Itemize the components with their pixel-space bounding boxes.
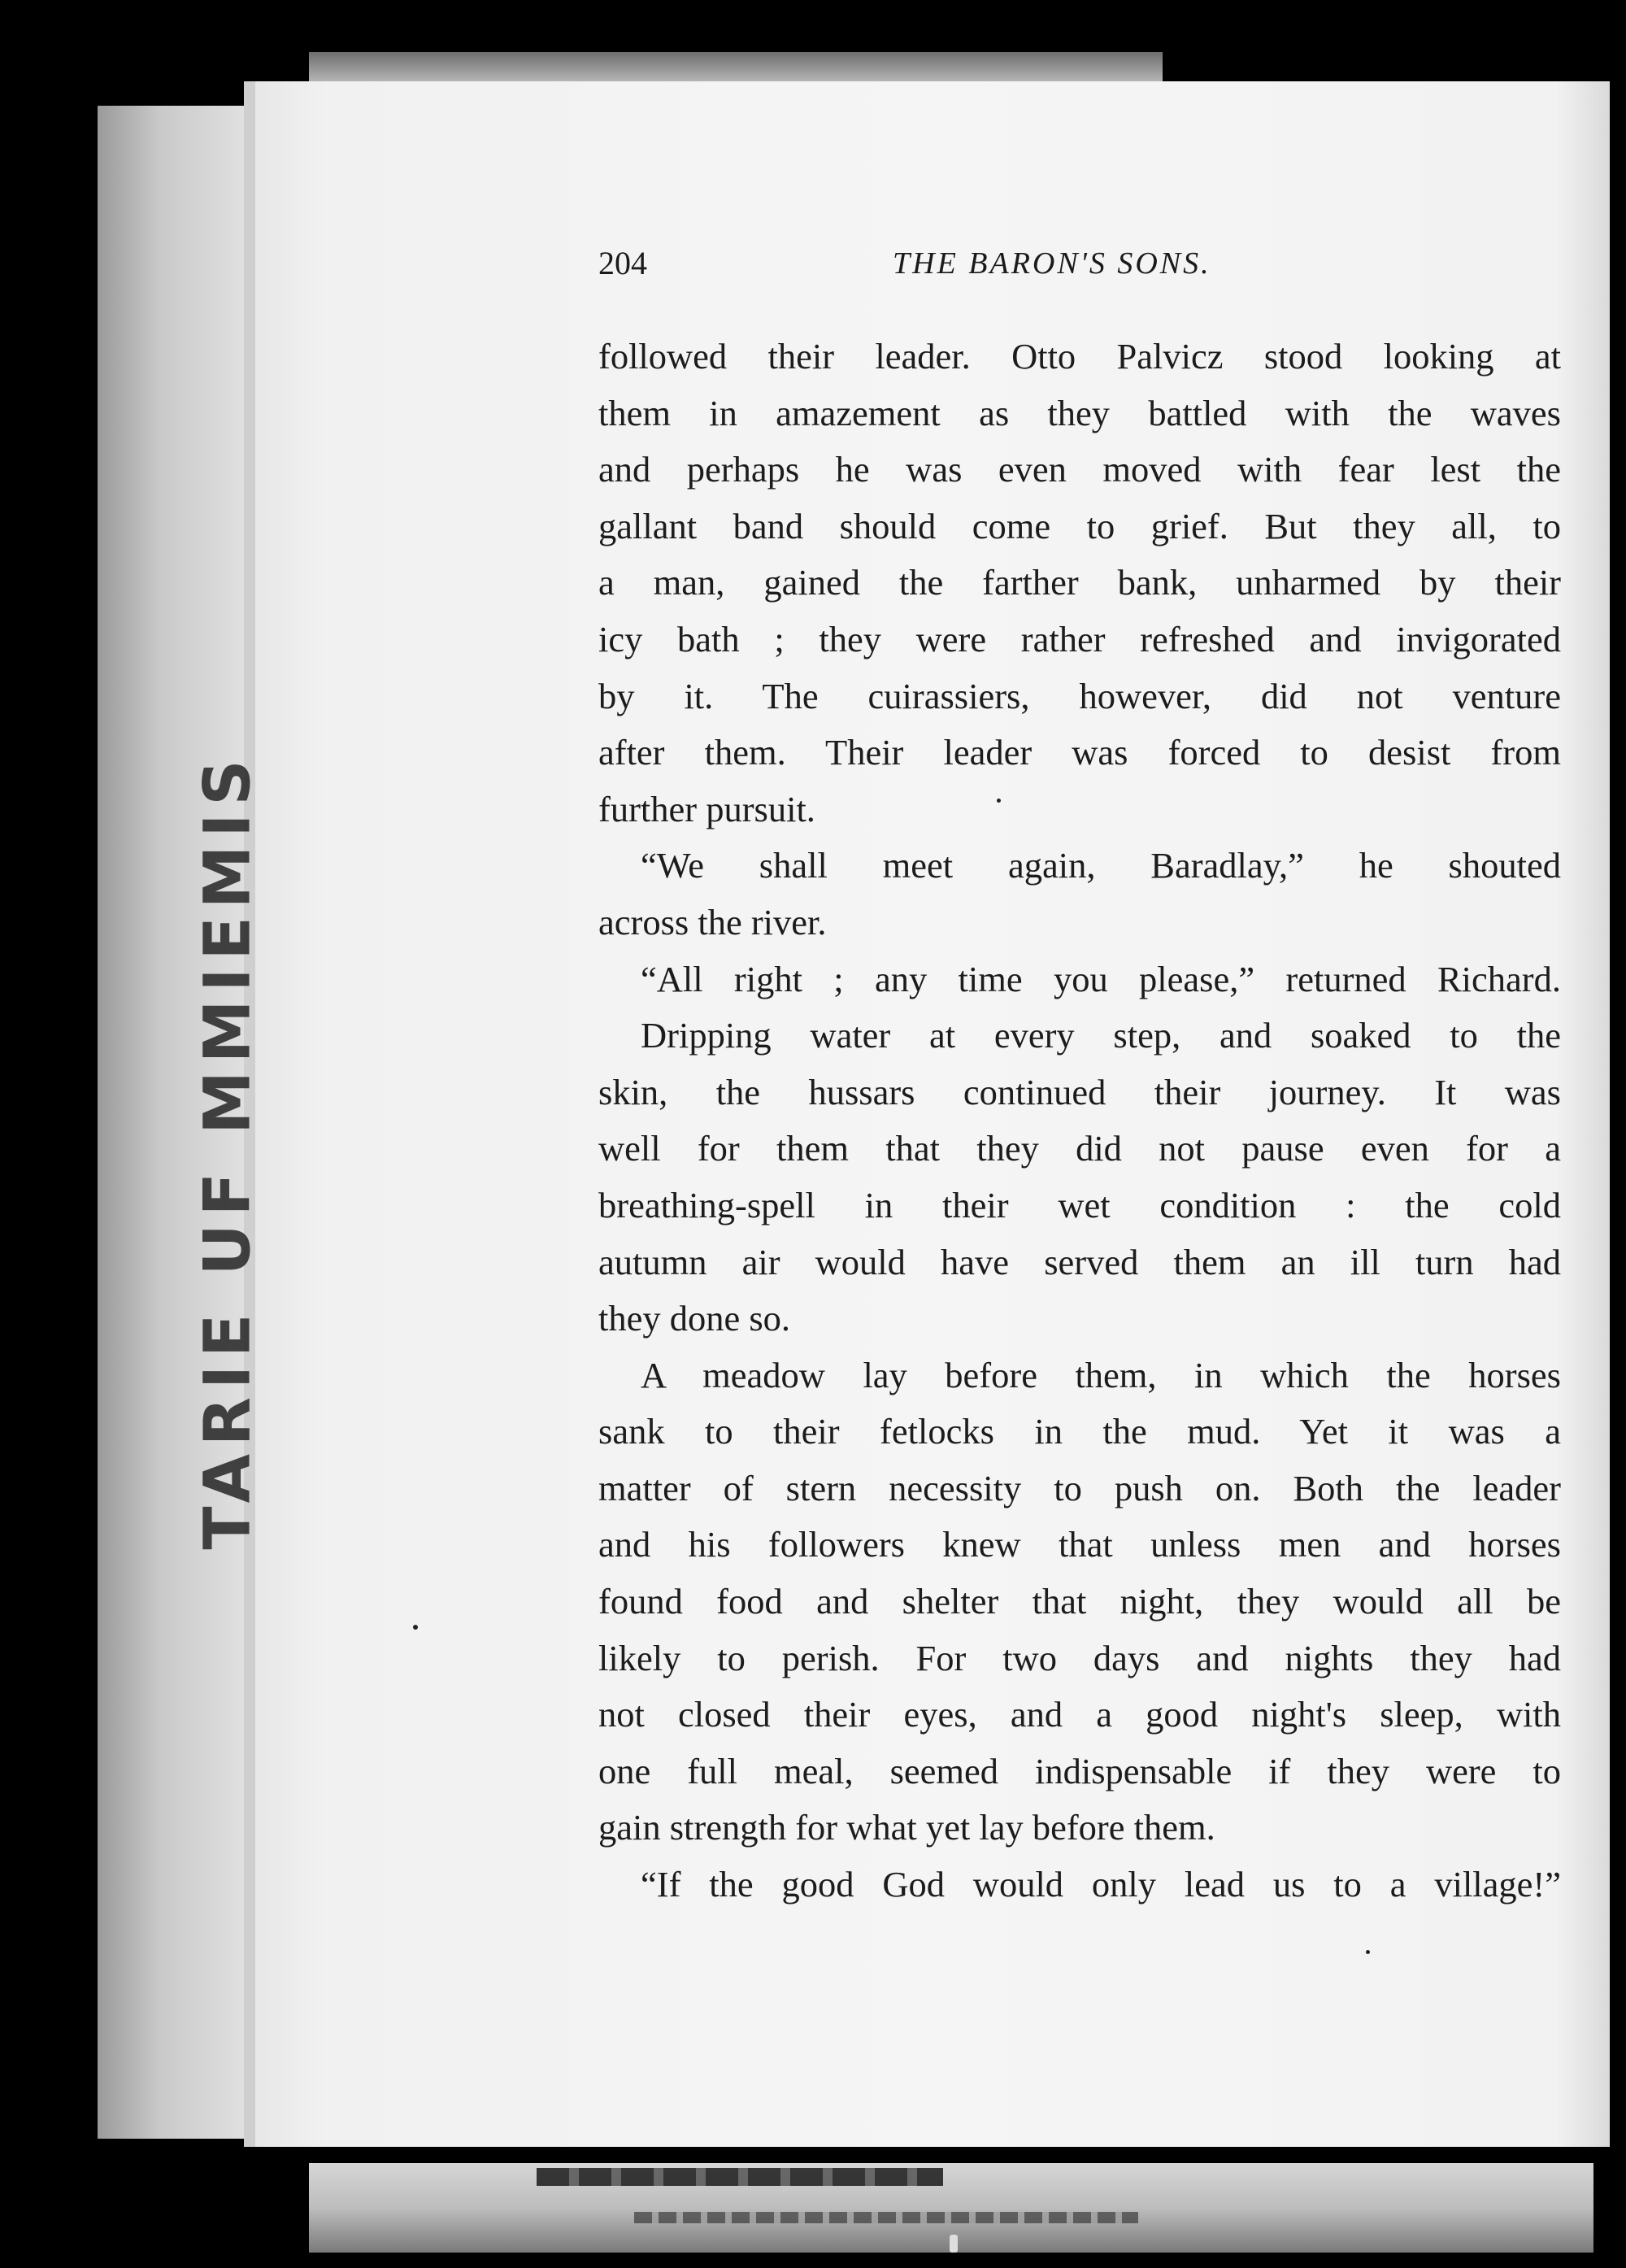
paragraph xyxy=(598,1857,1561,1913)
text-line: A meadow lay before them, in which the horses xyxy=(641,1354,1561,1395)
text-line: and his followers knew that unless men and horses xyxy=(598,1524,1561,1565)
text-line: by it. The cuirassiers, however, did not venture xyxy=(598,675,1561,716)
text-line: “We shall meet again, Baradlay,” he shouted xyxy=(641,845,1561,886)
text-line: further pursuit. xyxy=(598,788,815,829)
margin-stamp xyxy=(192,691,265,1610)
paragraph xyxy=(598,951,1561,1008)
paragraph xyxy=(598,1008,1561,1347)
text-line: not closed their eyes, and a good night's sleep, with xyxy=(598,1694,1561,1735)
page-number: 204 xyxy=(598,245,647,281)
paragraph xyxy=(598,1347,1561,1857)
bottom-stamp-mark xyxy=(537,2168,943,2186)
text-line: “All right ; any time you please,” returned Richard. xyxy=(641,958,1561,999)
text-line: Dripping water at every step, and soaked to the xyxy=(641,1015,1561,1056)
text-line: gallant band should come to grief. But they all, to xyxy=(598,505,1561,546)
scan-speck xyxy=(1366,1950,1370,1954)
running-title: THE BARON'S SONS. xyxy=(893,246,1211,281)
running-head xyxy=(598,244,1275,293)
text-line: followed their leader. Otto Palvicz stood looking at xyxy=(598,336,1561,377)
text-line: icy bath ; they were rather refreshed and invigorated xyxy=(598,618,1561,660)
paragraph xyxy=(598,329,1561,838)
paragraph xyxy=(598,838,1561,951)
text-line: and perhaps he was even moved with fear lest the xyxy=(598,449,1561,490)
body-text xyxy=(598,329,1561,1913)
text-line: matter of stern necessity to push on. Both the leader xyxy=(598,1467,1561,1508)
text-line: likely to perish. For two days and nights they had xyxy=(598,1637,1561,1678)
text-line: they done so. xyxy=(598,1298,791,1339)
text-line: breathing-spell in their wet condition : the cold xyxy=(598,1184,1561,1225)
text-line: found food and shelter that night, they would all be xyxy=(598,1581,1561,1622)
text-line: “If the good God would only lead us to a village!” xyxy=(641,1864,1561,1905)
text-line: a man, gained the farther bank, unharmed by their xyxy=(598,562,1561,603)
text-line: sank to their fetlocks in the mud. Yet it was a xyxy=(598,1411,1561,1452)
margin-stamp-text: TARIE UF MMIEMIS xyxy=(192,751,266,1550)
bottom-stamp-mark-2 xyxy=(634,2212,1138,2223)
text-line: well for them that they did not pause even for a xyxy=(598,1128,1561,1169)
text-line: autumn air would have served them an ill turn had xyxy=(598,1241,1561,1282)
text-line: them in amazement as they battled with the waves xyxy=(598,392,1561,433)
text-line: across the river. xyxy=(598,901,827,942)
text-line: one full meal, seemed indispensable if they were to xyxy=(598,1750,1561,1791)
text-line: after them. Their leader was forced to desist from xyxy=(598,732,1561,773)
text-line: gain strength for what yet lay before them. xyxy=(598,1807,1215,1848)
scan-speck xyxy=(413,1625,418,1630)
scan-speck xyxy=(997,799,1001,803)
scan-speck xyxy=(950,2235,958,2253)
text-line: skin, the hussars continued their journey. It was xyxy=(598,1071,1561,1112)
